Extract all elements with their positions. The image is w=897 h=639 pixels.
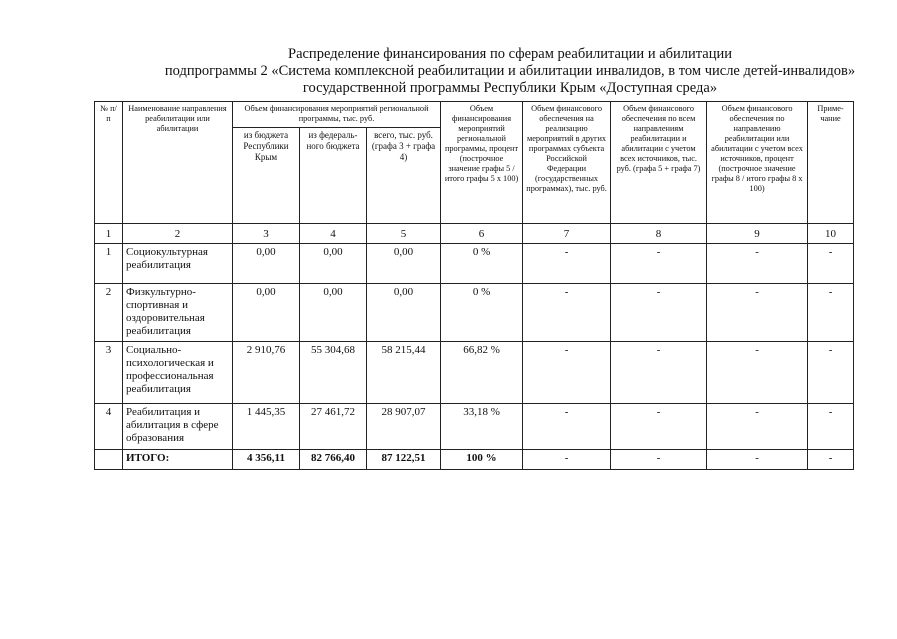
row-regional-budget: 0,00: [233, 284, 300, 342]
row-all-sources: -: [611, 284, 707, 342]
table-row: [95, 404, 854, 450]
table-row: [95, 244, 854, 284]
column-number: 6: [441, 224, 523, 244]
row-all-sources-percent: -: [707, 284, 808, 342]
row-total-sum: 28 907,07: [367, 404, 441, 450]
total-percent: 100 %: [441, 450, 523, 470]
row-all-sources: -: [611, 342, 707, 404]
column-number-row: [95, 224, 854, 244]
row-percent: 0 %: [441, 284, 523, 342]
column-number: 3: [233, 224, 300, 244]
total-label: ИТОГО:: [123, 450, 233, 470]
table-header-row: [95, 102, 854, 128]
total-note: -: [808, 450, 854, 470]
row-other-programs: -: [523, 404, 611, 450]
row-percent: 33,18 %: [441, 404, 523, 450]
row-other-programs: -: [523, 284, 611, 342]
row-note: -: [808, 404, 854, 450]
title-line-3: государственной программы Республики Крым «Доступная среда»: [302, 80, 718, 96]
column-number: 4: [300, 224, 367, 244]
column-number: 9: [707, 224, 808, 244]
total-number-empty: [95, 450, 123, 470]
header-total-sum: всего, тыс. руб. (графа 3 + графа 4): [367, 128, 441, 224]
total-other-programs: -: [523, 450, 611, 470]
row-all-sources-percent: -: [707, 244, 808, 284]
column-number: 2: [123, 224, 233, 244]
row-direction-name: Социально-психологическая и профессиональная реабилитация: [123, 342, 233, 404]
table-row: [95, 342, 854, 404]
row-number: 3: [95, 342, 123, 404]
header-direction-name: Наименование направления реабилитации или абилитации: [123, 102, 233, 224]
total-federal-budget: 82 766,40: [300, 450, 367, 470]
row-federal-budget: 0,00: [300, 284, 367, 342]
row-total-sum: 0,00: [367, 284, 441, 342]
row-number: 2: [95, 284, 123, 342]
header-number: № п/п: [95, 102, 123, 224]
row-federal-budget: 27 461,72: [300, 404, 367, 450]
header-federal-budget: из федераль-ного бюджета: [300, 128, 367, 224]
row-total-sum: 58 215,44: [367, 342, 441, 404]
row-regional-budget: 2 910,76: [233, 342, 300, 404]
row-other-programs: -: [523, 342, 611, 404]
total-row: [95, 450, 854, 470]
row-note: -: [808, 342, 854, 404]
row-direction-name: Реабилитация и абилитация в сфере образования: [123, 404, 233, 450]
row-note: -: [808, 284, 854, 342]
header-all-sources-percent: Объем финансового обеспечения по направлению реабилитации или абилитации с учетом всех источников, процент (построчное значение графы 8 / итого графы 8 х 100): [707, 102, 808, 224]
row-other-programs: -: [523, 244, 611, 284]
header-financing-group: Объем финансирования мероприятий региональной программы, тыс. руб.: [233, 102, 441, 128]
total-all-sources-percent: -: [707, 450, 808, 470]
column-number: 8: [611, 224, 707, 244]
row-total-sum: 0,00: [367, 244, 441, 284]
financing-table: [94, 101, 854, 470]
row-number: 1: [95, 244, 123, 284]
total-regional-budget: 4 356,11: [233, 450, 300, 470]
header-financing-percent: Объем финансирования мероприятий региональной программы, процент (построчное значение графы 5 / итого графы 5 х 100): [441, 102, 523, 224]
row-federal-budget: 0,00: [300, 244, 367, 284]
row-number: 4: [95, 404, 123, 450]
document-title: [150, 46, 870, 97]
row-percent: 66,82 %: [441, 342, 523, 404]
column-number: 5: [367, 224, 441, 244]
row-regional-budget: 0,00: [233, 244, 300, 284]
row-regional-budget: 1 445,35: [233, 404, 300, 450]
header-other-programs: Объем финансового обеспечения на реализацию мероприятий в других программах субъекта Российской Федерации (государственных программах), тыс. руб.: [523, 102, 611, 224]
total-all-sources: -: [611, 450, 707, 470]
header-all-sources: Объем финансового обеспечения по всем направлениям реабилитации и абилитации с учетом всех источников, тыс. руб. (графа 5 + графа 7): [611, 102, 707, 224]
row-note: -: [808, 244, 854, 284]
row-percent: 0 %: [441, 244, 523, 284]
row-all-sources-percent: -: [707, 404, 808, 450]
header-regional-budget: из бюджета Республики Крым: [233, 128, 300, 224]
title-line-1: Распределение финансирования по сферам реабилитации и абилитации: [288, 46, 732, 62]
title-line-2: подпрограммы 2 «Система комплексной реабилитации и абилитации инвалидов, в том числе детей-инвалидов»: [164, 63, 856, 79]
row-direction-name: Физкультурно-спортивная и оздоровительная реабилитация: [123, 284, 233, 342]
column-number: 10: [808, 224, 854, 244]
row-all-sources-percent: -: [707, 342, 808, 404]
row-direction-name: Социокультурная реабилитация: [123, 244, 233, 284]
column-number: 7: [523, 224, 611, 244]
table-row: [95, 284, 854, 342]
row-federal-budget: 55 304,68: [300, 342, 367, 404]
total-sum: 87 122,51: [367, 450, 441, 470]
header-note: Приме-чание: [808, 102, 854, 224]
row-all-sources: -: [611, 244, 707, 284]
column-number: 1: [95, 224, 123, 244]
row-all-sources: -: [611, 404, 707, 450]
